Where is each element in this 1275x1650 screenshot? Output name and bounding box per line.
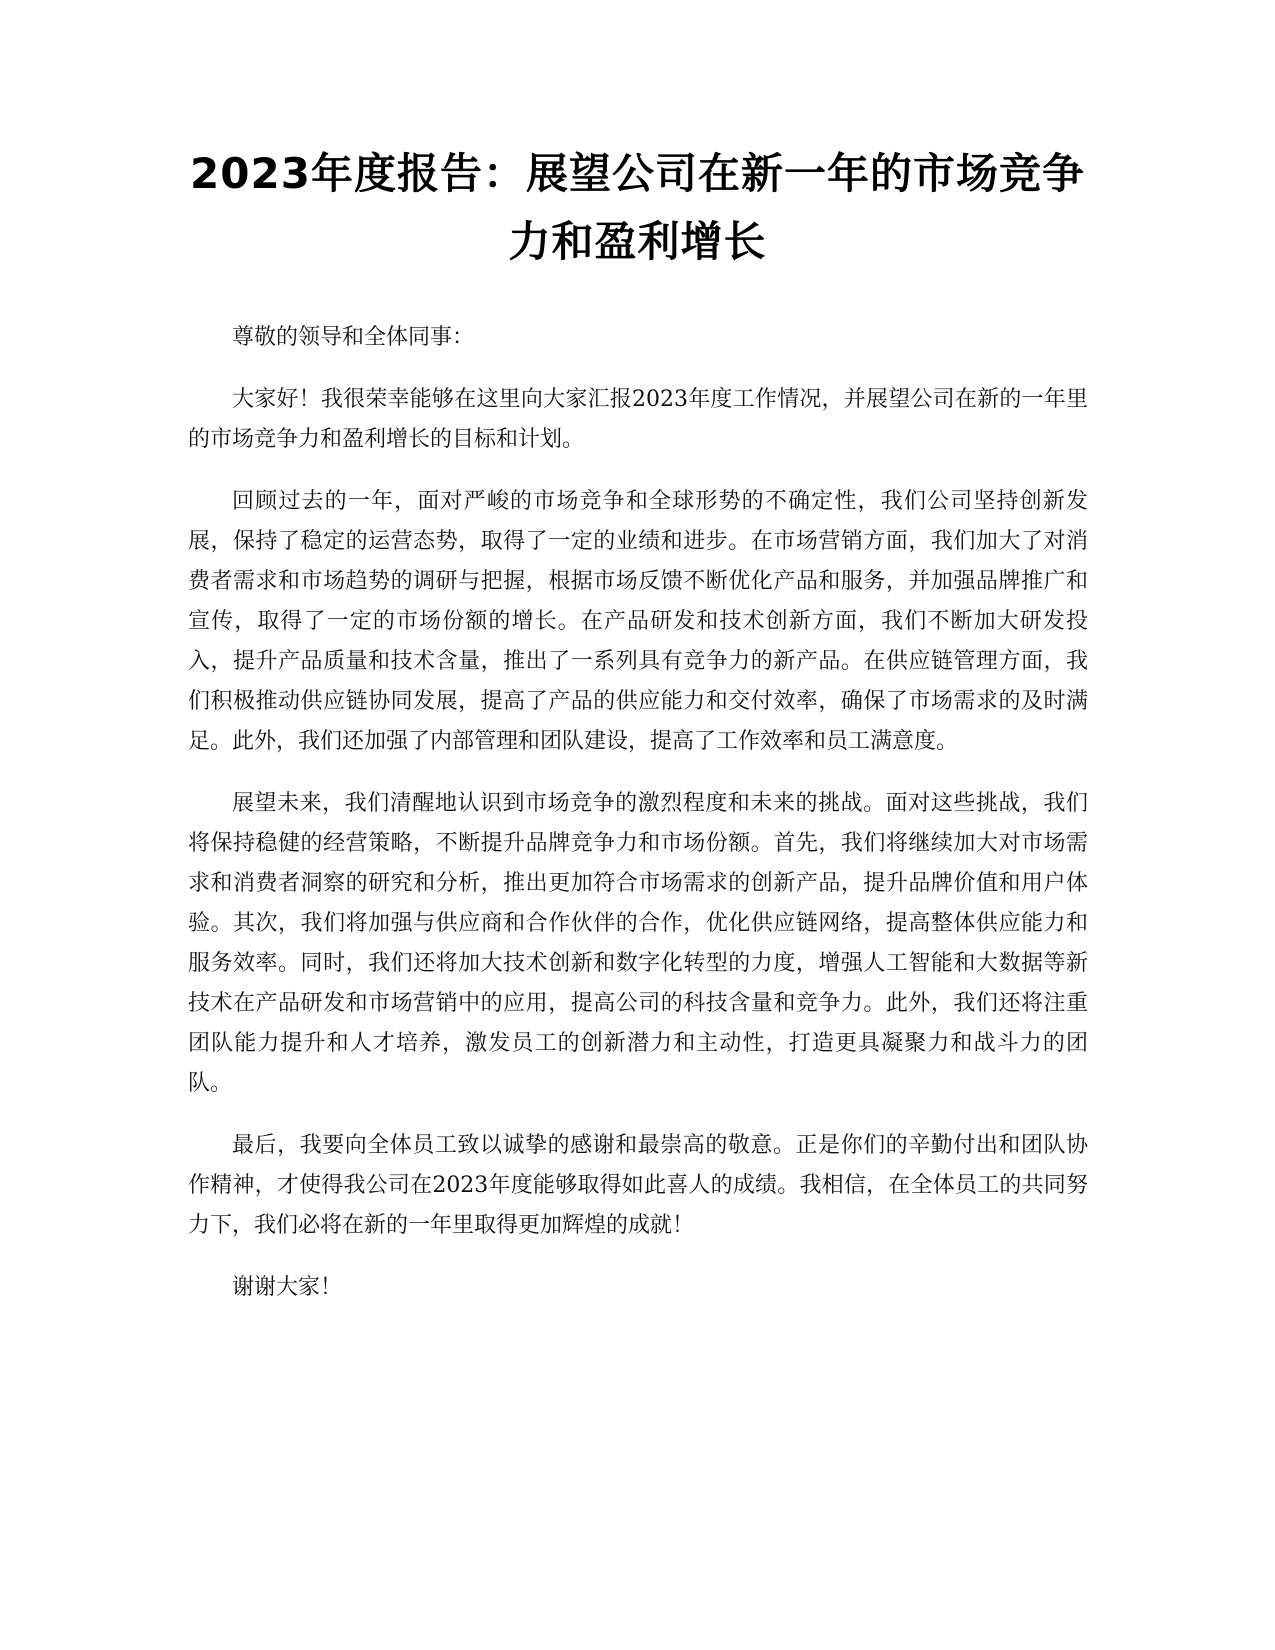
outlook-paragraph: 展望未来，我们清醒地认识到市场竞争的激烈程度和未来的挑战。面对这些挑战，我们将保持稳健的经营策略，不断提升品牌竞争力和市场份额。首先，我们将继续加大对市场需求和消费者洞察的研究和分析，推出更加符合市场需求的创新产品，提升品牌价值和用户体验。其次，我们将加强与供应商和合作伙伴的合作，优化供应链网络，提高整体供应能力和服务效率。同时，我们还将加大技术创新和数字化转型的力度，增强人工智能和大数据等新技术在产品研发和市场营销中的应用，提高公司的科技含量和竞争力。此外，我们还将注重团队能力提升和人才培养，激发员工的创新潜力和主动性，打造更具凝聚力和战斗力的团队。	[188, 791, 1088, 1096]
closing-paragraph: 最后，我要向全体员工致以诚挚的感谢和最崇高的敬意。正是你们的辛勤付出和团队协作精神，才使得我公司在2023年度能够取得如此喜人的成绩。我相信，在全体员工的共同努力下，我们必将在新的一年里取得更加辉煌的成就！	[188, 1133, 1088, 1238]
thanks-paragraph: 谢谢大家！	[232, 1275, 343, 1300]
opening-paragraph: 大家好！我很荣幸能够在这里向大家汇报2023年度工作情况，并展望公司在新的一年里的市场竞争力和盈利增长的目标和计划。	[188, 387, 1088, 452]
document-title: 2023年度报告：展望公司在新一年的市场竞争力和盈利增长	[190, 149, 1085, 266]
review-paragraph: 回顾过去的一年，面对严峻的市场竞争和全球形势的不确定性，我们公司坚持创新发展，保持了稳定的运营态势，取得了一定的业绩和进步。在市场营销方面，我们加大了对消费者需求和市场趋势的调研与把握，根据市场反馈不断优化产品和服务，并加强品牌推广和宣传，取得了一定的市场份额的增长。在产品研发和技术创新方面，我们不断加大研发投入，提升产品质量和技术含量，推出了一系列具有竞争力的新产品。在供应链管理方面，我们积极推动供应链协同发展，提高了产品的供应能力和交付效率，确保了市场需求的及时满足。此外，我们还加强了内部管理和团队建设，提高了工作效率和员工满意度。	[188, 489, 1088, 754]
salutation-paragraph: 尊敬的领导和全体同事：	[232, 325, 475, 350]
document-body	[188, 318, 1088, 1330]
